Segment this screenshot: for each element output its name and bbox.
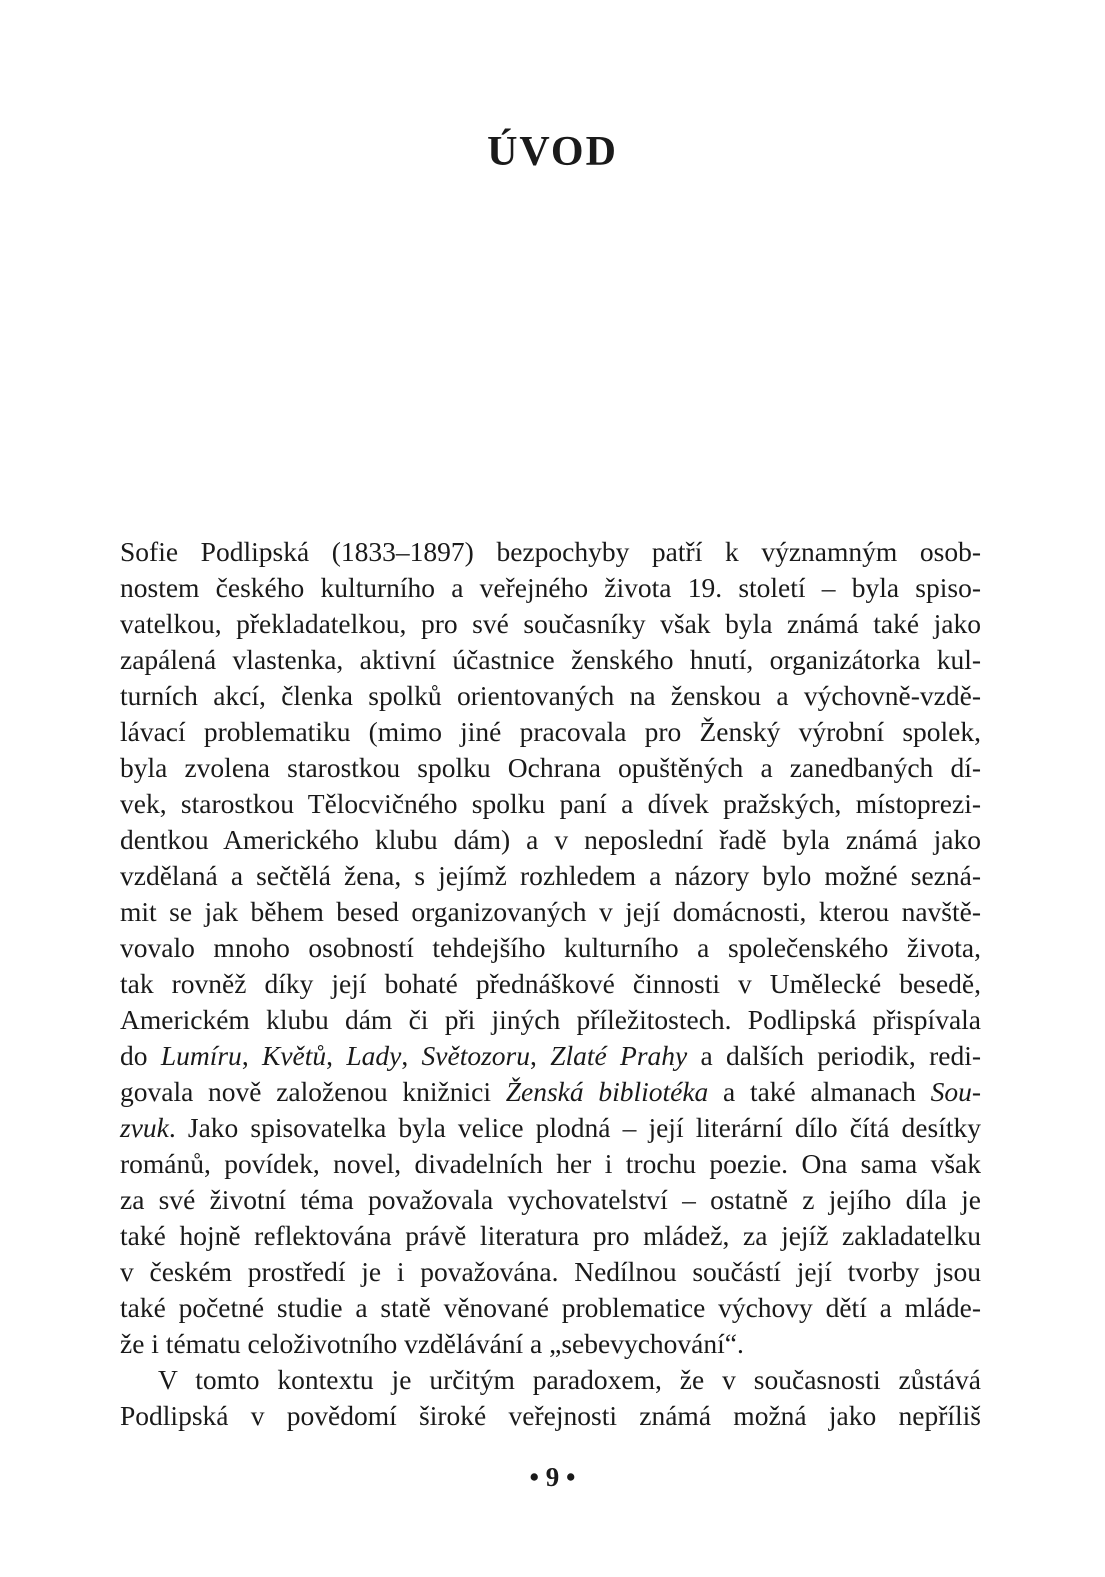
text-line xyxy=(120,858,981,894)
text-line xyxy=(120,534,981,570)
text-run: že i tématu celoživotního vzdělávání a „sebevychování“. xyxy=(120,1328,744,1359)
text-run: románů, povídek, novel, divadelních her i trochu poezie. Ona sama však xyxy=(120,1148,981,1179)
text-run: . Jako spisovatelka byla velice plodná – její literární dílo čítá desítky xyxy=(168,1112,981,1143)
text-run: turních akcí, členka spolků orientovaných na ženskou a výchovně-vzdě- xyxy=(120,680,981,711)
page-number: • 9 • xyxy=(529,1462,576,1492)
italic-title: Květů xyxy=(262,1040,327,1071)
text-run: také početné studie a statě věnované problematice výchovy dětí a mláde- xyxy=(120,1292,981,1323)
text-line xyxy=(120,822,981,858)
text-line xyxy=(120,1110,981,1146)
italic-title: zvuk xyxy=(120,1112,169,1143)
text-line xyxy=(120,678,981,714)
text-run: byla zvolena starostkou spolku Ochrana opuštěných a zanedbaných dí- xyxy=(120,752,981,783)
text-run: zapálená vlastenka, aktivní účastnice ženského hnutí, organizátorka kul- xyxy=(120,644,981,675)
text-run: nostem českého kulturního a veřejného života 19. století – byla spiso- xyxy=(120,572,981,603)
text-line xyxy=(120,786,981,822)
italic-title: Lady xyxy=(346,1040,402,1071)
text-run: , xyxy=(530,1040,551,1071)
body-text xyxy=(120,534,981,1434)
text-run: mit se jak během besed organizovaných v její domácnosti, kterou navště- xyxy=(120,896,981,927)
text-line xyxy=(120,642,981,678)
text-run: govala nově založenou knižnici xyxy=(120,1076,506,1107)
text-run: Podlipská v povědomí široké veřejnosti známá možná jako nepříliš xyxy=(120,1400,981,1431)
text-run: do xyxy=(120,1040,161,1071)
text-line xyxy=(120,894,981,930)
text-run: tak rovněž díky její bohaté přednáškové činnosti v Umělecké besedě, xyxy=(120,968,981,999)
text-run: vatelkou, překladatelkou, pro své současníky však byla známá také jako xyxy=(120,608,981,639)
text-run: vek, starostkou Tělocvičného spolku paní a dívek pražských, místoprezi- xyxy=(120,788,981,819)
text-run: vzdělaná a sečtělá žena, s jejímž rozhledem a názory bylo možné sezná- xyxy=(120,860,981,891)
text-run: Americkém klubu dám či při jiných příležitostech. Podlipská přispívala xyxy=(120,1004,981,1035)
text-line xyxy=(120,1146,981,1182)
text-line xyxy=(120,1398,981,1434)
text-line xyxy=(120,1002,981,1038)
italic-title: Světozoru xyxy=(421,1040,530,1071)
text-run: vovalo mnoho osobností tehdejšího kulturního a společenského života, xyxy=(120,932,981,963)
text-line xyxy=(120,1182,981,1218)
text-run: , xyxy=(401,1040,422,1071)
text-line xyxy=(120,714,981,750)
text-run: , xyxy=(326,1040,347,1071)
text-line xyxy=(120,606,981,642)
text-run: také hojně reflektována právě literatura pro mládež, za jejíž zakladatelku xyxy=(120,1220,981,1251)
page-title: ÚVOD xyxy=(487,129,618,175)
text-line xyxy=(120,1290,981,1326)
text-run: lávací problematiku (mimo jiné pracovala pro Ženský výrobní spolek, xyxy=(120,716,981,747)
text-line xyxy=(120,1218,981,1254)
italic-title: Ženská bibliotéka xyxy=(505,1076,709,1107)
text-line xyxy=(120,966,981,1002)
paragraph xyxy=(120,534,981,1362)
text-run: dentkou Amerického klubu dám) a v neposlední řadě byla známá jako xyxy=(120,824,981,855)
text-line xyxy=(120,1074,981,1110)
text-run: za své životní téma považovala vychovatelství – ostatně z jejího díla je xyxy=(120,1184,981,1215)
text-line xyxy=(120,1326,981,1362)
text-run: a také almanach xyxy=(708,1076,931,1107)
italic-title: Lumíru xyxy=(160,1040,242,1071)
text-line xyxy=(120,930,981,966)
text-run: Sofie Podlipská (1833–1897) bezpochyby patří k významným osob- xyxy=(120,536,981,567)
text-line xyxy=(120,1362,981,1398)
text-line xyxy=(120,1254,981,1290)
text-run: V tomto kontextu je určitým paradoxem, že v současnosti zůstává xyxy=(158,1364,981,1395)
paragraph xyxy=(120,1362,981,1434)
italic-title: Zlaté Prahy xyxy=(550,1040,688,1071)
text-line xyxy=(120,750,981,786)
italic-title: Sou- xyxy=(930,1076,981,1107)
text-run: a dalších periodik, redi- xyxy=(687,1040,982,1071)
text-line xyxy=(120,570,981,606)
text-run: , xyxy=(241,1040,262,1071)
text-run: v českém prostředí je i považována. Nedílnou součástí její tvorby jsou xyxy=(120,1256,981,1287)
text-line xyxy=(120,1038,981,1074)
